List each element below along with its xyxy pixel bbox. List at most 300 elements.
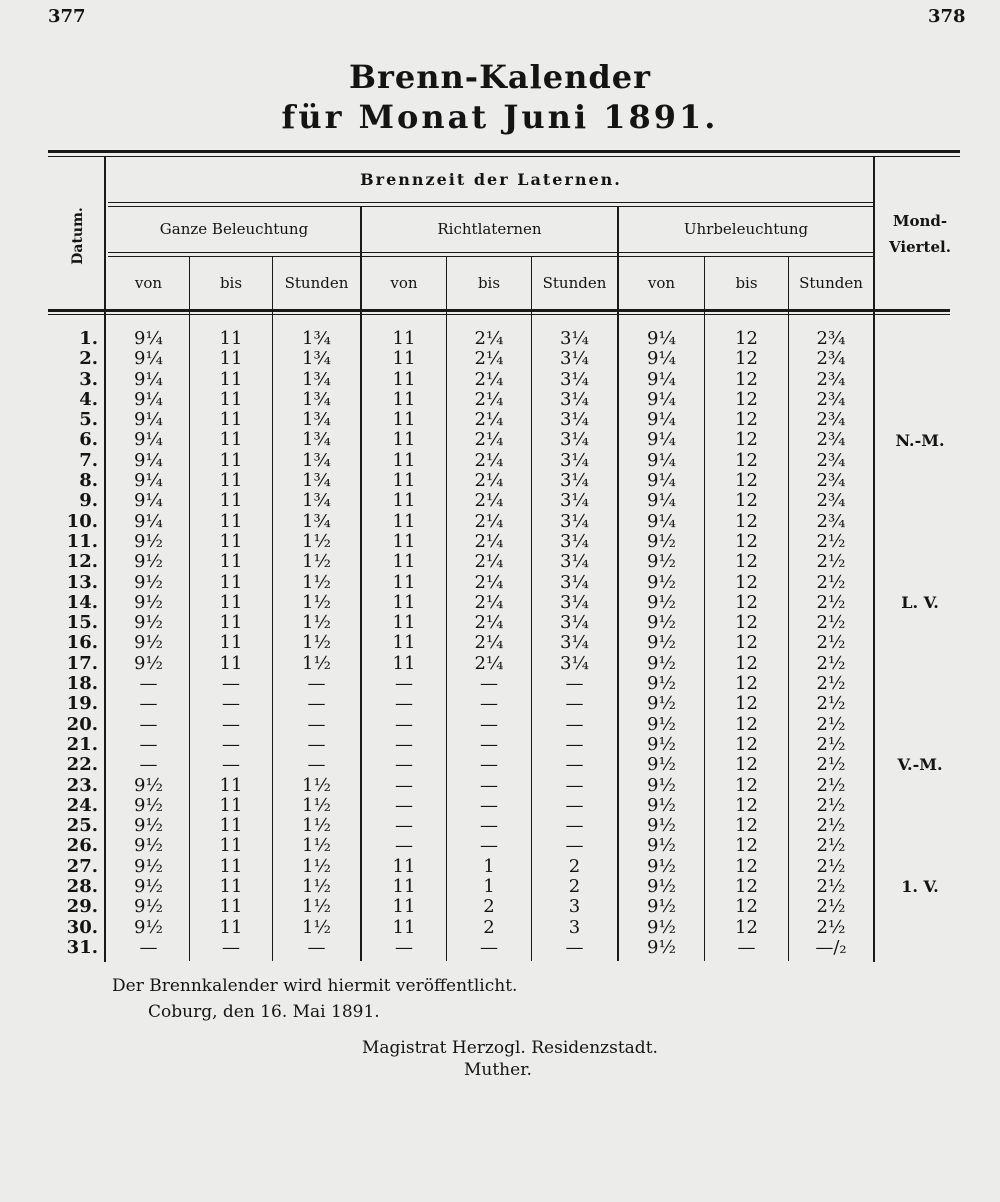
table-cell: — [565, 713, 584, 735]
table-cell: 12 [735, 490, 758, 512]
table-cell: — [480, 794, 498, 816]
subheader-von: von [134, 274, 163, 292]
table-cell: 11 [219, 470, 243, 492]
table-row [0, 410, 1000, 430]
table-row [0, 836, 1000, 856]
table-cell: — [395, 835, 413, 857]
table-cell: 11 [219, 896, 243, 918]
table-cell: 12 [735, 510, 758, 532]
table-cell: 9½ [134, 815, 163, 837]
table-row [0, 633, 1000, 653]
table-row [0, 430, 1000, 450]
table-cell: 9½ [134, 794, 163, 816]
table-cell: 11 [392, 551, 416, 573]
table-cell: 2¼ [474, 348, 504, 370]
table-cell: 2¼ [474, 591, 504, 613]
table-cell: 1¾ [302, 388, 331, 410]
table-cell: — [480, 673, 498, 695]
table-cell: 2¼ [474, 551, 504, 573]
table-cell: 9¼ [134, 470, 163, 492]
table-cell: 9½ [134, 530, 163, 552]
table-cell: 12 [735, 652, 758, 674]
table-cell: 3¼ [560, 551, 589, 573]
table-cell: — [139, 713, 158, 735]
table-cell: 2½ [816, 530, 846, 552]
table-cell: — [139, 673, 158, 695]
table-cell: — [480, 713, 498, 735]
table-cell: 11 [219, 510, 243, 532]
subheader-stunden: Stunden [542, 274, 607, 292]
table-cell: 1¾ [302, 490, 331, 512]
row-date: 28. [66, 876, 98, 898]
row-date: 18. [66, 673, 98, 695]
row-date: 16. [66, 632, 98, 654]
table-row [0, 715, 1000, 735]
subheader-stunden: Stunden [799, 274, 863, 292]
table-cell: 1½ [302, 876, 331, 898]
table-cell: 9¼ [134, 409, 163, 431]
table-cell: 11 [219, 652, 243, 674]
table-cell: — [565, 794, 584, 816]
table-cell: 11 [219, 815, 243, 837]
table-cell: — [222, 733, 240, 755]
table-row [0, 796, 1000, 816]
table-cell: 12 [735, 815, 758, 837]
table-cell: 2½ [816, 551, 846, 573]
table-cell: 9¼ [647, 348, 676, 370]
table-cell: 11 [219, 530, 243, 552]
row-date: 8. [79, 470, 98, 492]
row-date: 29. [66, 896, 98, 918]
table-row [0, 694, 1000, 714]
table-cell: — [139, 754, 158, 776]
table-cell: — [480, 774, 498, 796]
table-cell: —/₂ [815, 936, 847, 958]
table-row [0, 776, 1000, 796]
table-cell: — [307, 713, 326, 735]
subheader-stunden: Stunden [284, 274, 349, 292]
table-cell: 2 [568, 876, 581, 898]
table-cell: 9½ [647, 733, 676, 755]
table-cell: 9¼ [647, 510, 676, 532]
table-cell: 9½ [647, 876, 676, 898]
table-row [0, 735, 1000, 755]
subheader-bis: bis [735, 274, 758, 292]
row-date: 24. [66, 794, 98, 816]
subheader-von: von [390, 274, 418, 292]
table-row [0, 654, 1000, 674]
row-date: 11. [66, 530, 98, 552]
table-cell: 1¾ [302, 348, 331, 370]
notice-text: Der Brennkalender wird hiermit veröffentlicht. [112, 976, 518, 996]
table-cell: 2¾ [816, 449, 846, 471]
table-cell: 9¼ [134, 388, 163, 410]
moon-phase-label: N.-M. [895, 430, 945, 450]
table-cell: 3¼ [560, 490, 589, 512]
table-cell: 11 [219, 916, 243, 938]
table-cell: — [395, 794, 413, 816]
group-header-ganze: Ganze Beleuchtung [159, 220, 309, 238]
row-date: 19. [66, 693, 98, 715]
table-row [0, 755, 1000, 775]
table-cell: 3¼ [560, 449, 589, 471]
table-cell: 9½ [647, 936, 676, 958]
table-cell: 3¼ [560, 470, 589, 492]
table-cell: 12 [735, 470, 758, 492]
table-cell: — [565, 693, 584, 715]
table-cell: 3¼ [560, 530, 589, 552]
table-cell: — [395, 693, 413, 715]
table-cell: 2¼ [474, 530, 504, 552]
table-cell: 12 [735, 612, 758, 634]
table-row [0, 816, 1000, 836]
table-cell: 9½ [647, 835, 676, 857]
table-cell: 11 [392, 632, 416, 654]
table-cell: 9¼ [647, 429, 676, 451]
table-cell: 11 [392, 388, 416, 410]
table-row [0, 857, 1000, 877]
table-cell: — [480, 936, 498, 958]
table-cell: 12 [735, 530, 758, 552]
table-cell: 2½ [816, 733, 846, 755]
table-cell: — [565, 774, 584, 796]
mond-header-line1: Mond- [892, 212, 948, 230]
table-cell: 1 [483, 876, 495, 898]
table-cell: 3¼ [560, 591, 589, 613]
table-cell: — [565, 754, 584, 776]
table-cell: 12 [735, 551, 758, 573]
table-cell: 11 [392, 612, 416, 634]
table-cell: 11 [392, 591, 416, 613]
table-row [0, 938, 1000, 958]
table-cell: 11 [392, 530, 416, 552]
table-cell: — [395, 754, 413, 776]
table-cell: — [480, 835, 498, 857]
table-cell: 11 [219, 591, 243, 613]
table-cell: 2½ [816, 713, 846, 735]
table-cell: 9½ [134, 916, 163, 938]
table-cell: 3 [568, 916, 581, 938]
row-date: 6. [79, 429, 98, 451]
row-date: 31. [66, 936, 98, 958]
table-cell: 1½ [302, 794, 331, 816]
table-cell: — [565, 835, 584, 857]
table-cell: 3¼ [560, 429, 589, 451]
table-cell: 3¼ [560, 388, 589, 410]
table-cell: — [139, 693, 158, 715]
table-cell: 3¼ [560, 348, 589, 370]
table-cell: 9½ [647, 896, 676, 918]
table-cell: 11 [219, 835, 243, 857]
table-cell: 2¼ [474, 632, 504, 654]
table-cell: — [307, 754, 326, 776]
table-cell: 1½ [302, 632, 331, 654]
table-cell: 11 [392, 876, 416, 898]
table-cell: 2¾ [816, 429, 846, 451]
table-cell: 9¼ [647, 388, 676, 410]
table-row [0, 552, 1000, 572]
row-date: 4. [79, 388, 98, 410]
table-cell: 2½ [816, 794, 846, 816]
table-cell: 9½ [647, 794, 676, 816]
table-row [0, 349, 1000, 369]
table-cell: 2¼ [474, 429, 504, 451]
table-top-rule-thin [48, 156, 960, 157]
table-cell: 3¼ [560, 652, 589, 674]
header-rule-1b [108, 206, 874, 207]
table-cell: 3¼ [560, 632, 589, 654]
table-cell: 3¼ [560, 510, 589, 532]
table-cell: 2¼ [474, 571, 504, 593]
row-date: 14. [66, 591, 98, 613]
table-cell: 9¼ [647, 409, 676, 431]
table-cell: 2¾ [816, 490, 846, 512]
table-cell: 11 [392, 429, 416, 451]
table-cell: 9½ [134, 591, 163, 613]
table-cell: — [565, 673, 584, 695]
table-cell: 9¼ [647, 470, 676, 492]
table-cell: — [222, 693, 240, 715]
row-date: 20. [66, 713, 98, 735]
header-rule-1 [108, 202, 874, 203]
table-cell: 9½ [134, 571, 163, 593]
header-bottom-rule-thin [48, 314, 950, 315]
row-date: 5. [79, 409, 98, 431]
table-cell: 12 [735, 855, 758, 877]
table-cell: 2¼ [474, 328, 504, 349]
table-cell: 9½ [134, 652, 163, 674]
table-cell: 9¼ [647, 368, 676, 390]
row-date: 13. [66, 571, 98, 593]
table-cell: 2¼ [474, 368, 504, 390]
table-cell: 9½ [134, 551, 163, 573]
table-cell: 2¾ [816, 348, 846, 370]
table-cell: 12 [735, 794, 758, 816]
table-cell: 9¼ [134, 368, 163, 390]
table-cell: 1¾ [302, 470, 331, 492]
table-cell: 9¼ [134, 449, 163, 471]
table-cell: 12 [735, 571, 758, 593]
table-cell: 3¼ [560, 328, 589, 349]
table-cell: 2¾ [816, 368, 846, 390]
table-cell: 12 [735, 328, 758, 349]
table-cell: 11 [219, 449, 243, 471]
table-cell: 9½ [647, 652, 676, 674]
table-cell: 9½ [647, 551, 676, 573]
row-date: 30. [66, 916, 98, 938]
table-cell: 1¾ [302, 328, 331, 349]
table-cell: — [222, 936, 240, 958]
subheader-bis: bis [477, 274, 501, 292]
table-cell: 11 [392, 470, 416, 492]
table-cell: — [565, 936, 584, 958]
table-cell: 12 [735, 348, 758, 370]
table-cell: 11 [392, 449, 416, 471]
table-cell: 2 [568, 855, 581, 877]
table-cell: 12 [735, 409, 758, 431]
table-cell: 3 [568, 896, 581, 918]
table-cell: — [307, 936, 326, 958]
table-cell: 2¾ [816, 328, 846, 349]
table-row [0, 471, 1000, 491]
table-cell: 12 [735, 835, 758, 857]
table-cell: 9½ [647, 774, 676, 796]
table-cell: 2¾ [816, 470, 846, 492]
row-date: 17. [66, 652, 98, 674]
row-date: 26. [66, 835, 98, 857]
table-cell: — [480, 754, 498, 776]
table-cell: 2¼ [474, 510, 504, 532]
table-cell: 2½ [816, 855, 846, 877]
table-cell: 2½ [816, 774, 846, 796]
table-cell: 12 [735, 876, 758, 898]
table-cell: 11 [219, 632, 243, 654]
table-row [0, 329, 1000, 349]
table-cell: 12 [735, 713, 758, 735]
table-row [0, 573, 1000, 593]
table-cell: 3¼ [560, 612, 589, 634]
table-cell: 9½ [647, 673, 676, 695]
table-cell: 9½ [647, 693, 676, 715]
row-date: 7. [79, 449, 98, 471]
table-cell: 2¼ [474, 612, 504, 634]
table-cell: 11 [219, 551, 243, 573]
table-cell: 1½ [302, 612, 331, 634]
table-cell: 9½ [647, 612, 676, 634]
table-cell: 2½ [816, 916, 846, 938]
table-cell: 2½ [816, 612, 846, 634]
table-cell: 1 [483, 855, 495, 877]
table-cell: 12 [735, 368, 758, 390]
row-date: 21. [66, 733, 98, 755]
table-cell: 1½ [302, 916, 331, 938]
table-cell: 2½ [816, 835, 846, 857]
table-cell: — [480, 815, 498, 837]
table-row [0, 491, 1000, 511]
table-cell: 2½ [816, 896, 846, 918]
subheader-von: von [647, 274, 676, 292]
signature: Muther. [464, 1060, 532, 1080]
table-cell: 2¼ [474, 388, 504, 410]
header-rule-2b [108, 256, 874, 257]
table-cell: 11 [392, 348, 416, 370]
table-cell: 11 [219, 571, 243, 593]
row-date: 23. [66, 774, 98, 796]
table-cell: 2½ [816, 693, 846, 715]
table-cell: — [307, 733, 326, 755]
table-cell: 9½ [647, 632, 676, 654]
moon-phase-label: 1. V. [901, 877, 939, 897]
table-cell: 9½ [134, 835, 163, 857]
table-cell: 9½ [647, 916, 676, 938]
table-cell: 2¾ [816, 388, 846, 410]
table-cell: 1½ [302, 774, 331, 796]
table-row [0, 593, 1000, 613]
table-cell: 11 [392, 896, 416, 918]
table-cell: 2¾ [816, 409, 846, 431]
header-rule-2 [108, 252, 874, 253]
table-cell: 12 [735, 774, 758, 796]
table-cell: 12 [735, 733, 758, 755]
table-row [0, 451, 1000, 471]
row-date: 15. [66, 612, 98, 634]
table-cell: 11 [219, 429, 243, 451]
table-cell: — [307, 693, 326, 715]
table-cell: 9½ [647, 855, 676, 877]
row-date: 22. [66, 754, 98, 776]
table-cell: 9¼ [134, 429, 163, 451]
table-cell: 2 [483, 896, 495, 918]
table-cell: 2½ [816, 571, 846, 593]
table-cell: 12 [735, 388, 758, 410]
table-cell: 9½ [647, 754, 676, 776]
table-cell: 9½ [134, 612, 163, 634]
table-cell: 1½ [302, 551, 331, 573]
table-cell: 2½ [816, 591, 846, 613]
table-cell: 1½ [302, 835, 331, 857]
table-cell: — [480, 693, 498, 715]
table-cell: 12 [735, 754, 758, 776]
table-row [0, 897, 1000, 917]
header-bottom-rule [48, 309, 950, 312]
table-row [0, 532, 1000, 552]
table-cell: 9½ [647, 713, 676, 735]
table-cell: 11 [219, 368, 243, 390]
table-top-rule [48, 150, 960, 153]
table-cell: 11 [219, 490, 243, 512]
top-header: Brennzeit der Laternen. [360, 170, 622, 189]
table-cell: — [395, 713, 413, 735]
table-cell: — [395, 673, 413, 695]
mond-viertel-header [880, 208, 960, 260]
table-cell: 12 [735, 632, 758, 654]
authority: Magistrat Herzogl. Residenzstadt. [362, 1038, 658, 1058]
table-cell: 2½ [816, 652, 846, 674]
table-cell: 9½ [134, 855, 163, 877]
table-cell: 9½ [134, 632, 163, 654]
table-cell: 12 [735, 916, 758, 938]
table-cell: 3¼ [560, 571, 589, 593]
table-cell: 2¼ [474, 409, 504, 431]
table-cell: 11 [392, 571, 416, 593]
mond-header-line2: Viertel. [889, 238, 951, 256]
table-cell: 11 [392, 855, 416, 877]
table-cell: 2½ [816, 673, 846, 695]
table-cell: 9¼ [134, 328, 163, 349]
subheader-bis: bis [219, 274, 243, 292]
table-cell: — [395, 936, 413, 958]
table-cell: 1½ [302, 896, 331, 918]
table-cell: 9¼ [647, 449, 676, 471]
table-cell: 9½ [134, 896, 163, 918]
table-cell: 11 [392, 916, 416, 938]
table-cell: 2¼ [474, 470, 504, 492]
table-cell: 1¾ [302, 449, 331, 471]
table-cell: 2 [483, 916, 495, 938]
page-number-right: 378 [928, 6, 966, 27]
table-cell: 9¼ [134, 490, 163, 512]
table-cell: — [222, 754, 240, 776]
table-cell: 9¼ [134, 510, 163, 532]
table-cell: 11 [392, 652, 416, 674]
table-cell: 2½ [816, 754, 846, 776]
table-cell: 9½ [134, 774, 163, 796]
table-cell: 9½ [647, 591, 676, 613]
moon-phase-label: L. V. [901, 592, 939, 612]
table-body [0, 329, 1000, 958]
row-date: 27. [66, 855, 98, 877]
table-cell: — [480, 733, 498, 755]
